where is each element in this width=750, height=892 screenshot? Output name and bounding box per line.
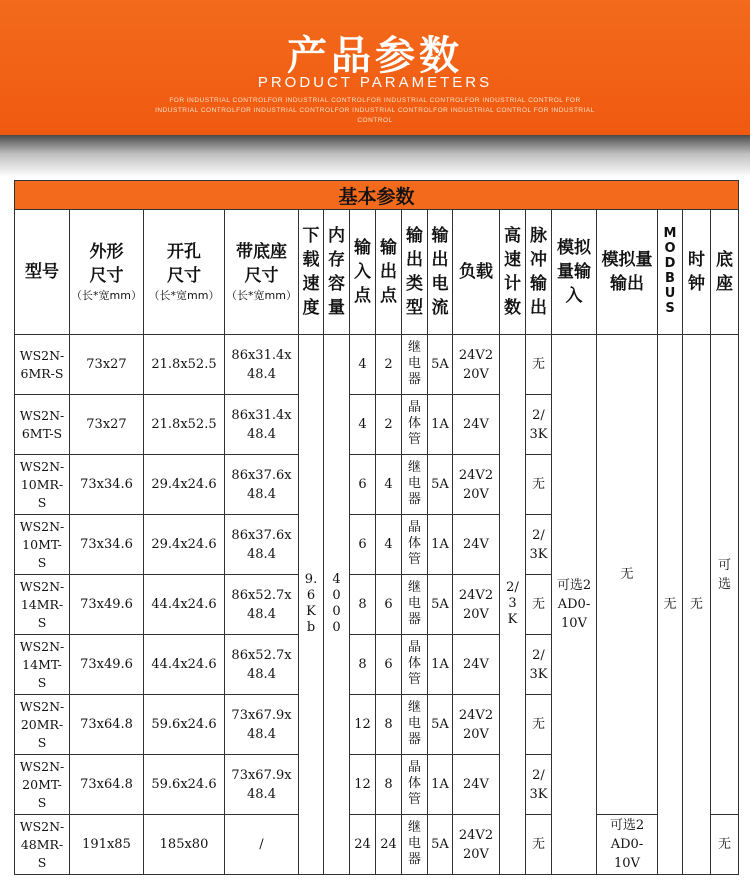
cell-output-type: 继电器 [402,575,428,635]
cell-memory: 4000 [324,335,350,875]
table-title: 基本参数 [15,181,739,210]
cell-outputs: 2 [376,335,402,395]
cell-output-current: 1A [428,635,453,695]
cell-base: 可选 [711,335,739,815]
header-outer-size: 外形尺寸 （长*宽mm） [70,210,144,335]
cell-load: 24V [453,755,500,815]
cell-load: 24V220V [453,335,500,395]
cell-pulse-output: 2/3K [526,755,552,815]
cell-output-current: 1A [428,515,453,575]
cell-pulse-output: 2/3K [526,395,552,455]
header-inputs: 输入点 [350,210,376,335]
cell-model: WS2N-6MR-S [15,335,70,395]
header-base-size: 带底座尺寸 （长*宽mm） [225,210,299,335]
cell-clock: 无 [683,335,711,875]
cell-cutout-size: 29.4x24.6 [144,515,225,575]
cell-cutout-size: 29.4x24.6 [144,455,225,515]
cell-outer-size: 191x85 [70,815,144,875]
cell-base-size: 86x31.4x48.4 [225,395,299,455]
cell-download-speed: 9.6Kb [299,335,324,875]
cell-outputs: 6 [376,635,402,695]
cell-model: WS2N-14MR-S [15,575,70,635]
cell-output-current: 5A [428,335,453,395]
cell-output-type: 晶体管 [402,755,428,815]
cell-output-current: 1A [428,755,453,815]
parameter-table [14,180,739,875]
cell-inputs: 6 [350,515,376,575]
cell-model: WS2N-14MT-S [15,635,70,695]
cell-outputs: 4 [376,515,402,575]
cell-outputs: 8 [376,755,402,815]
header-download-speed: 下载速度 [299,210,324,335]
page-subtitle: PRODUCT PARAMETERS [257,74,493,91]
cell-cutout-size: 185x80 [144,815,225,875]
cell-load: 24V220V [453,455,500,515]
cell-base-size: 73x67.9x48.4 [225,695,299,755]
cell-outputs: 8 [376,695,402,755]
cell-load: 24V [453,395,500,455]
cell-load: 24V220V [453,575,500,635]
banner-tagline: FOR INDUSTRIAL CONTROLFOR INDUSTRIAL CONTROLFOR INDUSTRIAL CONTROLFOR INDUSTRIAL CONTROL FOR INDUSTRIAL CONTROLFOR INDUSTRIAL CONTROLFOR INDUSTRIAL CONTROLFOR INDUSTRIAL CONTROL FOR INDUSTRIAL CONTROL [155,97,595,124]
cell-outer-size: 73x27 [70,335,144,395]
cell-base-size: 86x37.6x48.4 [225,515,299,575]
header-high-speed-count: 高速计数 [500,210,526,335]
cell-inputs: 8 [350,635,376,695]
banner-shadow [0,135,750,177]
cell-inputs: 12 [350,695,376,755]
cell-outer-size: 73x64.8 [70,755,144,815]
cell-modbus: 无 [658,335,683,875]
cell-inputs: 6 [350,455,376,515]
cell-output-current: 5A [428,695,453,755]
cell-model: WS2N-10MT-S [15,515,70,575]
cell-load: 24V220V [453,695,500,755]
cell-pulse-output: 2/3K [526,635,552,695]
cell-outer-size: 73x49.6 [70,575,144,635]
cell-base-size: 86x37.6x48.4 [225,455,299,515]
cell-inputs: 12 [350,755,376,815]
cell-outer-size: 73x64.8 [70,695,144,755]
cell-output-type: 晶体管 [402,635,428,695]
cell-outputs: 4 [376,455,402,515]
cell-cutout-size: 21.8x52.5 [144,395,225,455]
cell-pulse-output: 无 [526,335,552,395]
cell-cutout-size: 21.8x52.5 [144,335,225,395]
table-row [15,815,739,875]
cell-model: WS2N-10MR-S [15,455,70,515]
cell-model: WS2N-20MR-S [15,695,70,755]
cell-outer-size: 73x34.6 [70,455,144,515]
cell-output-current: 5A [428,455,453,515]
header-memory: 内存容量 [324,210,350,335]
cell-outer-size: 73x49.6 [70,635,144,695]
cell-load: 24V220V [453,815,500,875]
cell-inputs: 4 [350,395,376,455]
header-load: 负载 [453,210,500,335]
page-title: 产品参数 [287,33,463,79]
cell-cutout-size: 44.4x24.6 [144,575,225,635]
cell-pulse-output: 无 [526,815,552,875]
header-clock: 时钟 [683,210,711,335]
cell-analog-input: 可选2AD0-10V [552,335,597,875]
cell-output-current: 5A [428,815,453,875]
cell-outputs: 24 [376,815,402,875]
header-pulse-output: 脉冲输出 [526,210,552,335]
cell-inputs: 24 [350,815,376,875]
cell-load: 24V [453,635,500,695]
cell-output-type: 晶体管 [402,395,428,455]
cell-model: WS2N-48MR-S [15,815,70,875]
cell-outer-size: 73x27 [70,395,144,455]
cell-output-type: 继电器 [402,695,428,755]
cell-model: WS2N-20MT-S [15,755,70,815]
header-model: 型号 [15,210,70,335]
cell-inputs: 4 [350,335,376,395]
header-cutout-size: 开孔尺寸 （长*宽mm） [144,210,225,335]
cell-model: WS2N-6MT-S [15,395,70,455]
cell-high-speed-count: 2/3K [500,335,526,875]
header-output-current: 输出电流 [428,210,453,335]
header-analog-output: 模拟量输出 [597,210,658,335]
cell-analog-output: 无 [597,335,658,815]
header-output-type: 输出类型 [402,210,428,335]
cell-pulse-output: 无 [526,455,552,515]
cell-base-size: 86x31.4x48.4 [225,335,299,395]
cell-load: 24V [453,515,500,575]
cell-base-size: / [225,815,299,875]
cell-cutout-size: 59.6x24.6 [144,695,225,755]
cell-output-type: 继电器 [402,815,428,875]
cell-pulse-output: 无 [526,695,552,755]
header-base: 底座 [711,210,739,335]
cell-base: 无 [711,815,739,875]
cell-output-current: 5A [428,575,453,635]
header-banner [0,0,750,135]
cell-outputs: 2 [376,395,402,455]
cell-output-current: 1A [428,395,453,455]
cell-pulse-output: 2/3K [526,515,552,575]
cell-output-type: 继电器 [402,455,428,515]
header-analog-input: 模拟量输入 [552,210,597,335]
cell-cutout-size: 44.4x24.6 [144,635,225,695]
table-row [15,335,739,395]
cell-base-size: 86x52.7x48.4 [225,635,299,695]
cell-output-type: 继电器 [402,335,428,395]
cell-pulse-output: 无 [526,575,552,635]
cell-base-size: 86x52.7x48.4 [225,575,299,635]
header-modbus: MODBUS [658,210,683,335]
cell-outputs: 6 [376,575,402,635]
cell-analog-output: 可选2AD0-10V [597,815,658,875]
cell-output-type: 晶体管 [402,515,428,575]
cell-outer-size: 73x34.6 [70,515,144,575]
cell-base-size: 73x67.9x48.4 [225,755,299,815]
cell-cutout-size: 59.6x24.6 [144,755,225,815]
cell-inputs: 8 [350,575,376,635]
header-outputs: 输出点 [376,210,402,335]
